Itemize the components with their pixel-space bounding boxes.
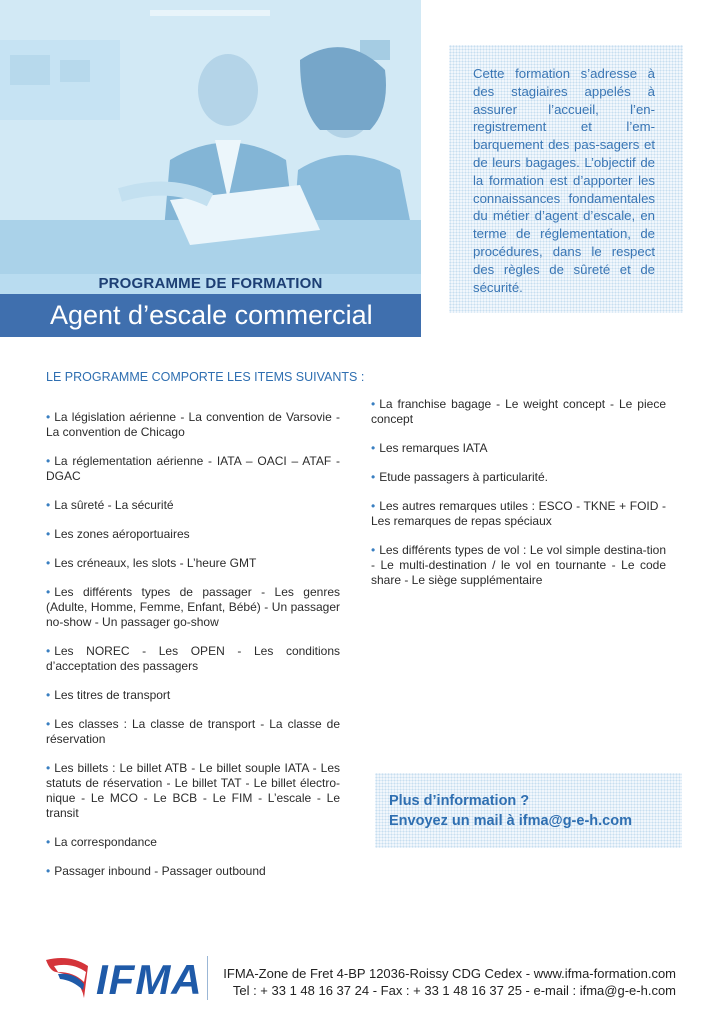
list-item: • Passager inbound - Passager outbound [46,864,266,878]
programme-banner [0,274,421,294]
programme-list-left [46,410,340,893]
list-item: • Les classes : La classe de transport - La classe de réservation [46,717,340,746]
footer-contact: Tel : + 33 1 48 16 37 24 - Fax : + 33 1 48 16 37 25 - e-mail : ifma@g-e-h.com [232,983,676,998]
bullet: • [46,717,51,731]
list-item: • Les différents types de vol : Le vol simple destina-tion - Le multi-destination / le vol en tournante - Le code share - Le siège supplémentaire [371,543,666,587]
logo-swoosh-icon [40,952,104,1002]
bullet: • [371,543,376,557]
bullet: • [46,454,51,468]
programme-heading: LE PROGRAMME COMPORTE LES ITEMS SUIVANTS : [46,370,365,384]
footer-divider [207,956,208,1000]
bullet: • [46,410,51,424]
bullet: • [371,499,376,513]
list-item: • La réglementation aérienne - IATA – OACI – ATAF - DGAC [46,454,340,483]
bullet: • [46,585,51,599]
hero-illustration [0,0,421,276]
list-item: • La sûreté - La sécurité [46,498,174,512]
bullet: • [46,644,51,658]
list-item: • La correspondance [46,835,157,849]
footer-address: IFMA-Zone de Fret 4-BP 12036-Roissy CDG Cedex - www.ifma-formation.com [223,966,676,981]
bullet: • [46,498,51,512]
intro-text: Cette formation s’adresse à des stagiaires appelés à assurer l’accueil, l’en-registrement et l’em-barquement des pas-sagers et de leurs bagages. L’objectif de la formation est d’apporter les connaissances fondamentales du métier d’agent d’escale, en terme de réglementation, de procédures, dans le respect des règles de sûreté et de sécurité. [473,66,655,295]
list-item: • La franchise bagage - Le weight concept - Le piece concept [371,397,666,426]
bullet: • [46,556,51,570]
bullet: • [46,761,51,775]
bullet: • [46,835,51,849]
programme-list-right [371,397,666,602]
hero-photo [0,0,421,276]
list-item: • Les titres de transport [46,688,171,702]
list-item: • La législation aérienne - La convention de Varsovie - La convention de Chicago [46,410,340,439]
ifma-logo [40,952,204,1002]
contact-email-link[interactable]: Envoyez un mail à ifma@g-e-h.com [389,813,632,829]
list-item: • Les NOREC - Les OPEN - Les conditions d’acceptation des passagers [46,644,340,673]
bullet: • [46,688,51,702]
list-item: • Etude passagers à particularité. [371,470,548,484]
bullet: • [371,397,376,411]
contact-question: Plus d’information ? [389,793,530,809]
list-item: • Les créneaux, les slots - L’heure GMT [46,556,257,570]
bullet: • [46,527,51,541]
list-item: • Les remarques IATA [371,441,488,455]
programme-label: PROGRAMME DE FORMATION [98,275,323,292]
contact-box [375,773,682,848]
logo-text: IFMA [96,956,203,1003]
list-item: • Les différents types de passager - Les genres (Adulte, Homme, Femme, Enfant, Bébé) - Un passager no-show - Un passager go-show [46,585,340,629]
list-item: • Les autres remarques utiles : ESCO - TKNE + FOID - Les remarques de repas spéciaux [371,499,666,528]
bullet: • [46,864,51,878]
page-title: Agent d’escale commercial [50,300,373,330]
list-item: • Les billets : Le billet ATB - Le billet souple IATA - Les statuts de réservation - Le billet TAT - Le billet électro-nique - Le MCO - Le BCB - Le FIM - L’escale - Le transit [46,761,340,820]
bullet: • [371,441,376,455]
intro-box [449,45,683,313]
bullet: • [371,470,376,484]
title-banner [0,294,421,337]
list-item: • Les zones aéroportuaires [46,527,190,541]
